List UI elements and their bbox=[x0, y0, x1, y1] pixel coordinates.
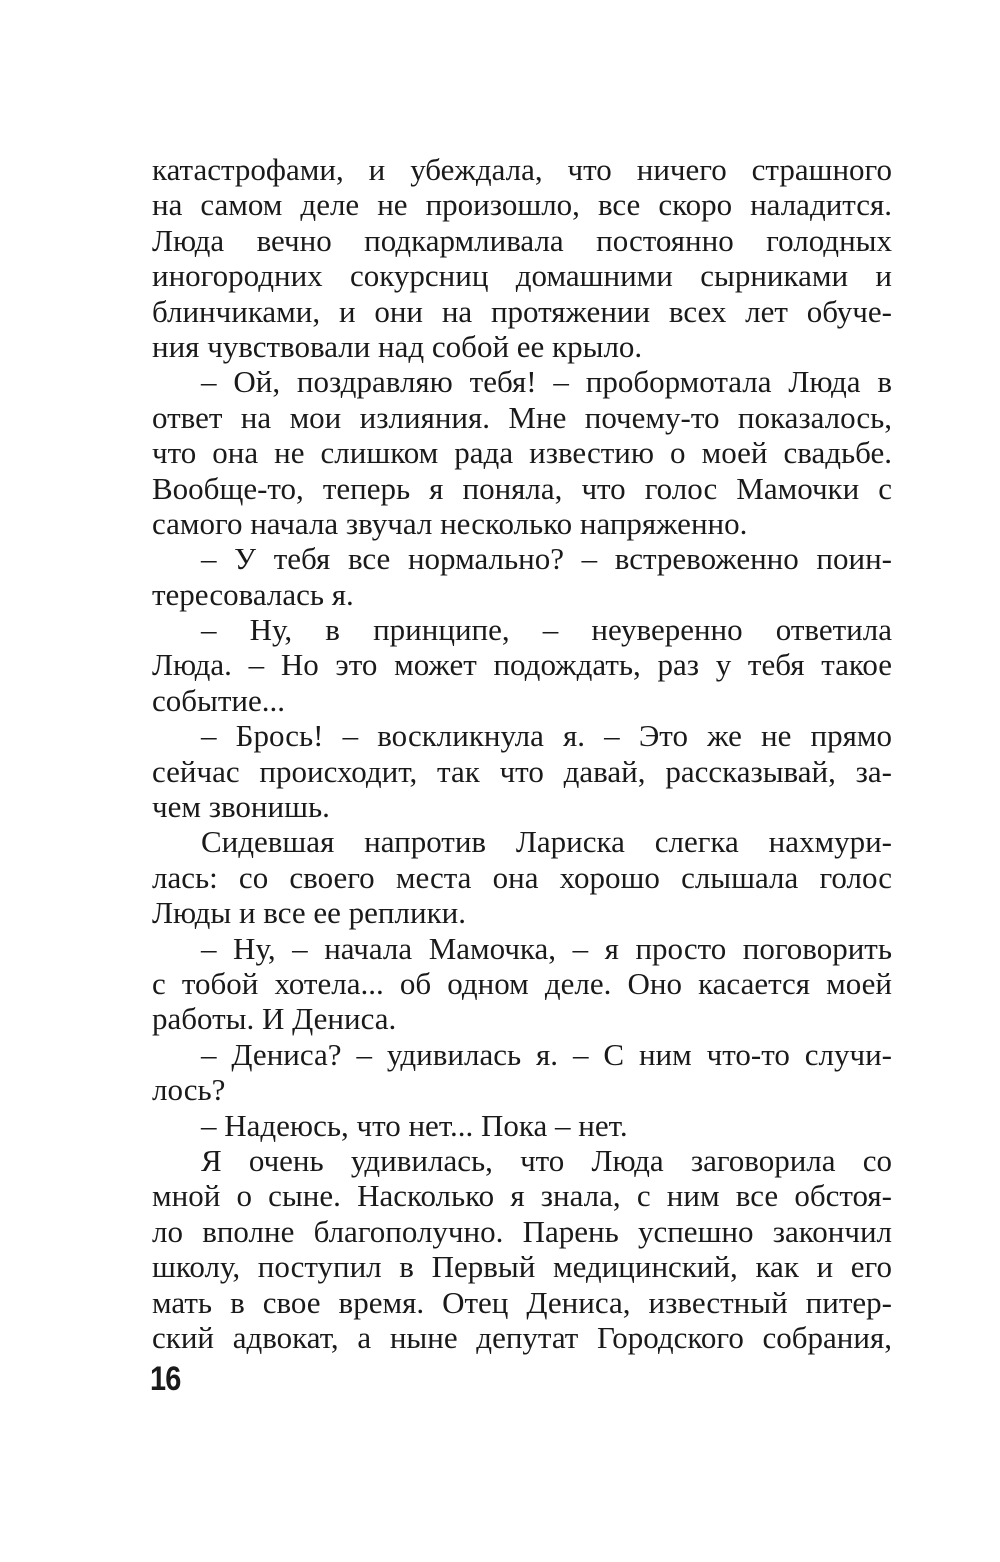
text-line: Люда. – Но это может подождать, раз у тебя такое bbox=[152, 647, 892, 683]
text-line: Вообще-то, теперь я поняла, что голос Мамочки с bbox=[152, 470, 892, 506]
text-line: работы. И Дениса. bbox=[152, 1001, 397, 1037]
text-line: – Дениса? – удивилась я. – С ним что-то случи- bbox=[201, 1036, 892, 1072]
text-line: Я очень удивилась, что Люда заговорила со bbox=[201, 1142, 892, 1178]
page-number: 16 bbox=[150, 1360, 181, 1398]
text-line: ский адвокат, а ныне депутат Городского собрания, bbox=[152, 1319, 892, 1355]
text-line: иногородних сокурсниц домашними сырниками и bbox=[152, 258, 892, 294]
text-line: с тобой хотела... об одном деле. Оно касается моей bbox=[152, 965, 892, 1001]
text-line: – Брось! – воскликнула я. – Это же не прямо bbox=[201, 718, 892, 754]
text-line: что она не слишком рада известию о моей свадьбе. bbox=[152, 435, 892, 471]
text-line: Люды и все ее реплики. bbox=[152, 895, 466, 931]
text-line: событие... bbox=[152, 682, 286, 718]
text-line: на самом деле не произошло, все скоро наладится. bbox=[152, 187, 892, 223]
text-line: – Надеюсь, что нет... Пока – нет. bbox=[201, 1107, 628, 1143]
text-line: – Ну, – начала Мамочка, – я просто поговорить bbox=[201, 930, 892, 966]
text-line: мать в свое время. Отец Дениса, известный питер- bbox=[152, 1284, 892, 1320]
text-line: – Ой, поздравляю тебя! – пробормотала Люда в bbox=[201, 364, 892, 400]
text-line: ло вполне благополучно. Парень успешно закончил bbox=[152, 1213, 892, 1249]
text-line: тересовалась я. bbox=[152, 576, 354, 612]
text-line: самого начала звучал несколько напряженно. bbox=[152, 505, 748, 541]
text-line: катастрофами, и убеждала, что ничего страшного bbox=[152, 152, 892, 187]
text-line: ния чувствовали над собой ее крыло. bbox=[152, 328, 643, 364]
text-line: Сидевшая напротив Лариска слегка нахмури- bbox=[201, 824, 892, 860]
text-line: Люда вечно подкармливала постоянно голодных bbox=[152, 222, 892, 258]
text-line: сейчас происходит, так что давай, рассказывай, за- bbox=[152, 753, 892, 789]
book-page-text bbox=[152, 152, 892, 1355]
text-line: мной о сыне. Насколько я знала, с ним все обстоя- bbox=[152, 1178, 892, 1214]
text-line: лось? bbox=[152, 1072, 226, 1108]
text-line: школу, поступил в Первый медицинский, как и его bbox=[152, 1249, 892, 1285]
text-line: ответ на мои излияния. Мне почему-то показалось, bbox=[152, 399, 892, 435]
text-line: лась: со своего места она хорошо слышала голос bbox=[152, 859, 892, 895]
text-line: – Ну, в принципе, – неуверенно ответила bbox=[201, 612, 892, 648]
text-line: чем звонишь. bbox=[152, 789, 330, 825]
text-line: – У тебя все нормально? – встревоженно поин- bbox=[201, 541, 892, 577]
text-line: блинчиками, и они на протяжении всех лет обуче- bbox=[152, 293, 892, 329]
